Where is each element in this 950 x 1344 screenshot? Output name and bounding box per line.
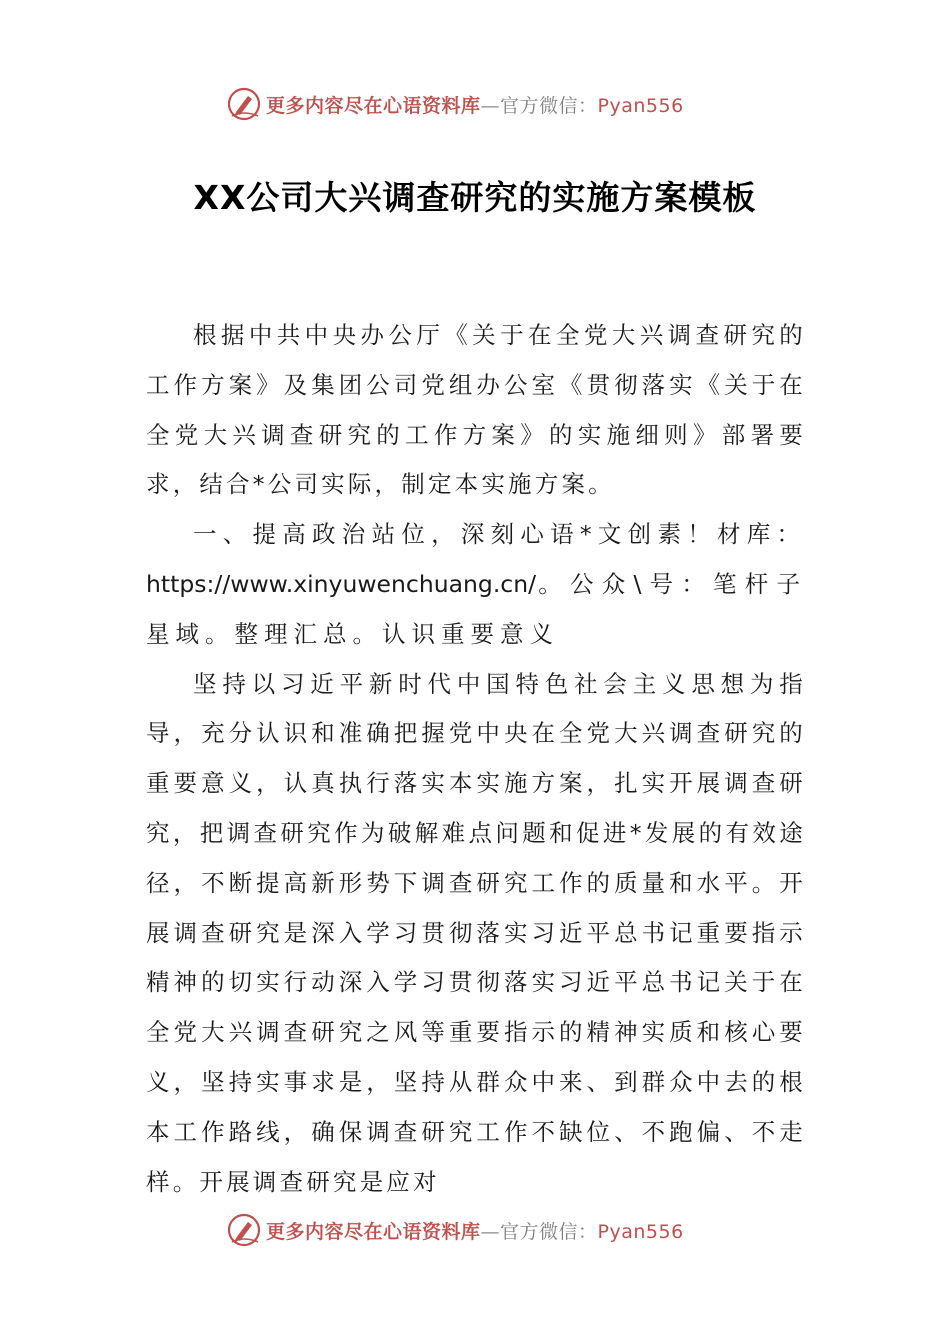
footer-watermark-banner	[0, 1210, 950, 1250]
banner-account: Pyan556	[597, 94, 684, 117]
section-heading-url: https://www.xinyuwenchuang.cn/	[146, 569, 537, 598]
banner-brand: 更多内容尽在心语资料库	[266, 1220, 481, 1243]
section-heading-suffix: 。公众\号：笔杆子星域。整理汇总。认识重要意义	[146, 569, 806, 648]
banner-text	[266, 1217, 684, 1244]
banner-label: 官方微信：	[500, 1220, 598, 1243]
section-heading	[146, 510, 806, 659]
banner-dash: —	[480, 1220, 501, 1243]
pen-nib-circle-icon	[226, 1212, 262, 1248]
banner-brand: 更多内容尽在心语资料库	[266, 94, 481, 117]
banner-text	[266, 91, 684, 118]
intro-paragraph: 根据中共中央办公厅《关于在全党大兴调查研究的工作方案》及集团公司党组办公室《贯彻落实《关于在全党大兴调查研究的工作方案》的实施细则》部署要求，结合*公司实际，制定本实施方案。	[146, 321, 806, 499]
document-title: XX公司大兴调查研究的实施方案模板	[193, 178, 757, 217]
banner-account: Pyan556	[597, 1220, 684, 1243]
header-watermark-banner	[0, 84, 950, 124]
section-heading-prefix: 一、提高政治站位，深刻心语*文创素！材库：	[193, 520, 806, 549]
banner-dash: —	[480, 94, 501, 117]
pen-nib-circle-icon	[226, 86, 262, 122]
banner-label: 官方微信：	[500, 94, 598, 117]
body-paragraph: 坚持以习近平新时代中国特色社会主义思想为指导，充分认识和准确把握党中央在全党大兴调查研究的重要意义，认真执行落实本实施方案，扎实开展调查研究，把调查研究作为破解难点问题和促进*发展的有效途径，不断提高新形势下调查研究工作的质量和水平。开展调查研究是深入学习贯彻落实习近平总书记重要指示精神的切实行动深入学习贯彻落实习近平总书记关于在全党大兴调查研究之风等重要指示的精神实质和核心要义，坚持实事求是，坚持从群众中来、到群众中去的根本工作路线，确保调查研究工作不缺位、不跑偏、不走样。开展调查研究是应对	[146, 669, 806, 1196]
document-body	[146, 311, 806, 1207]
